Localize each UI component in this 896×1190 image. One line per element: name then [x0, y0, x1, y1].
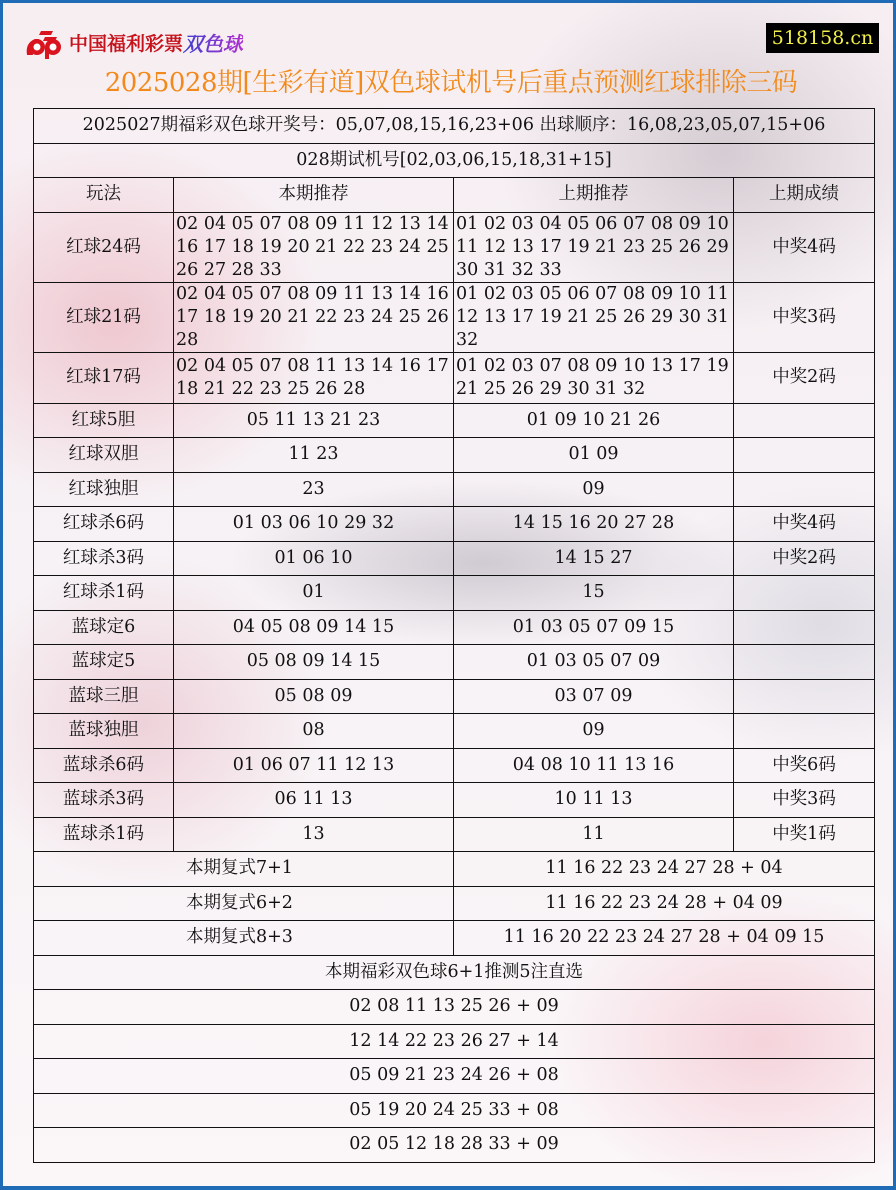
- row-label: 蓝球定6: [34, 610, 174, 645]
- current-numbers: 05 08 09 14 15: [174, 645, 454, 680]
- row-label: 红球21码: [34, 282, 174, 352]
- header-previous: 上期推荐: [454, 178, 734, 213]
- previous-result: [734, 438, 875, 473]
- previous-result: [734, 645, 875, 680]
- current-numbers: 04 05 08 09 14 15: [174, 610, 454, 645]
- current-numbers: 02 04 05 07 08 09 11 12 13 14 16 17 18 19 20 21 22 23 24 25 26 27 28 33: [174, 212, 454, 282]
- previous-numbers: 01 03 05 07 09 15: [454, 610, 734, 645]
- row-label: 蓝球独胆: [34, 714, 174, 749]
- direct-pick: 02 08 11 13 25 26 + 09: [34, 990, 875, 1025]
- welfare-lottery-logo: [21, 25, 243, 59]
- direct-pick-row: [34, 990, 875, 1025]
- table-row: [34, 507, 875, 542]
- previous-result: 中奖2码: [734, 541, 875, 576]
- current-numbers: 13: [174, 817, 454, 852]
- previous-result: 中奖6码: [734, 748, 875, 783]
- previous-numbers: 01 03 05 07 09: [454, 645, 734, 680]
- current-numbers: 05 11 13 21 23: [174, 403, 454, 438]
- compound-numbers: 11 16 22 23 24 28 + 04 09: [454, 886, 875, 921]
- cwl-logo-icon: [21, 25, 65, 59]
- previous-result: [734, 610, 875, 645]
- table-row: [34, 282, 875, 352]
- previous-result: 中奖2码: [734, 352, 875, 403]
- compound-label: [34, 852, 454, 887]
- row-label: 红球17码: [34, 352, 174, 403]
- previous-result: 中奖3码: [734, 783, 875, 818]
- previous-result: 中奖4码: [734, 507, 875, 542]
- previous-result: 中奖1码: [734, 817, 875, 852]
- table-row: [34, 610, 875, 645]
- current-numbers: 06 11 13: [174, 783, 454, 818]
- logo-text: 中国福利彩票: [69, 32, 184, 55]
- compound-label-text: 本期复式6+2: [186, 892, 293, 913]
- previous-result: [734, 576, 875, 611]
- previous-numbers: 01 02 03 04 05 06 07 08 09 10 11 12 13 17 19 21 23 25 26 29 30 31 32 33: [454, 212, 734, 282]
- row-label: 红球杀3码: [34, 541, 174, 576]
- table-row: [34, 212, 875, 282]
- table-row: [34, 714, 875, 749]
- previous-numbers: 11: [454, 817, 734, 852]
- row-label: 红球杀1码: [34, 576, 174, 611]
- compound-numbers: 11 16 22 23 24 27 28 + 04: [454, 852, 875, 887]
- row-label: 蓝球杀6码: [34, 748, 174, 783]
- previous-numbers: 01 02 03 07 08 09 10 13 17 19 21 25 26 29 30 31 32: [454, 352, 734, 403]
- direct-pick-row: [34, 1093, 875, 1128]
- previous-numbers: 10 11 13: [454, 783, 734, 818]
- direct-pick-row: [34, 1024, 875, 1059]
- direct-pick: 05 09 21 23 24 26 + 08: [34, 1059, 875, 1094]
- current-numbers: 01: [174, 576, 454, 611]
- header-current: 本期推荐: [174, 178, 454, 213]
- current-numbers: 05 08 09: [174, 679, 454, 714]
- table-row: [34, 403, 875, 438]
- row-label: 红球24码: [34, 212, 174, 282]
- previous-numbers: 04 08 10 11 13 16: [454, 748, 734, 783]
- current-numbers: 08: [174, 714, 454, 749]
- previous-numbers: 01 02 03 05 06 07 08 09 10 11 12 13 17 19 21 25 26 29 30 31 32: [454, 282, 734, 352]
- current-numbers: 01 06 07 11 12 13: [174, 748, 454, 783]
- compound-row: [34, 886, 875, 921]
- previous-numbers: 15: [454, 576, 734, 611]
- previous-numbers: 01 09 10 21 26: [454, 403, 734, 438]
- current-numbers: 01 03 06 10 29 32: [174, 507, 454, 542]
- compound-label: [34, 921, 454, 956]
- previous-result: [734, 714, 875, 749]
- compound-label-text: 本期复式7+1: [186, 858, 293, 879]
- previous-result: [734, 679, 875, 714]
- table-row: [34, 748, 875, 783]
- direct-pick: 12 14 22 23 26 27 + 14: [34, 1024, 875, 1059]
- direct-pick-row: [34, 1059, 875, 1094]
- previous-numbers: 14 15 27: [454, 541, 734, 576]
- table-row: [34, 645, 875, 680]
- compound-numbers: 11 16 20 22 23 24 27 28 + 04 09 15: [454, 921, 875, 956]
- prediction-table: [33, 108, 875, 1163]
- row-label: 红球5胆: [34, 403, 174, 438]
- row-label: 蓝球杀3码: [34, 783, 174, 818]
- header-method: 玩法: [34, 178, 174, 213]
- direct-pick: 05 19 20 24 25 33 + 08: [34, 1093, 875, 1128]
- table-row: [34, 352, 875, 403]
- current-numbers: 01 06 10: [174, 541, 454, 576]
- previous-numbers: 09: [454, 714, 734, 749]
- previous-result: 中奖4码: [734, 212, 875, 282]
- last-draw-row: [34, 109, 875, 144]
- table-row: [34, 679, 875, 714]
- compound-row: [34, 852, 875, 887]
- row-label: 蓝球三胆: [34, 679, 174, 714]
- current-numbers: 11 23: [174, 438, 454, 473]
- previous-numbers: 14 15 16 20 27 28: [454, 507, 734, 542]
- current-numbers: 23: [174, 472, 454, 507]
- direct-pick-row: [34, 1128, 875, 1163]
- previous-numbers: 03 07 09: [454, 679, 734, 714]
- site-badge[interactable]: 518158.cn: [766, 23, 879, 53]
- row-label: 红球杀6码: [34, 507, 174, 542]
- previous-result: [734, 472, 875, 507]
- table-row: [34, 541, 875, 576]
- trial-numbers-row: [34, 143, 875, 178]
- page-title: 2025028期[生彩有道]双色球试机号后重点预测红球排除三码: [104, 68, 798, 98]
- table-row: [34, 438, 875, 473]
- previous-result: [734, 403, 875, 438]
- table-row: [34, 472, 875, 507]
- compound-label: [34, 886, 454, 921]
- current-numbers: 02 04 05 07 08 11 13 14 16 17 18 21 22 23 25 26 28: [174, 352, 454, 403]
- row-label: 蓝球杀1码: [34, 817, 174, 852]
- table-header-row: [34, 178, 875, 213]
- trial-numbers: 028期试机号[02,03,06,15,18,31+15]: [34, 143, 875, 178]
- row-label: 红球双胆: [34, 438, 174, 473]
- current-numbers: 02 04 05 07 08 09 11 13 14 16 17 18 19 20 21 22 23 24 25 26 28: [174, 282, 454, 352]
- direct-pick: 02 05 12 18 28 33 + 09: [34, 1128, 875, 1163]
- table-row: [34, 576, 875, 611]
- compound-label-text: 本期复式8+3: [186, 927, 293, 948]
- direct-title: 本期福彩双色球6+1推测5注直选: [34, 955, 875, 990]
- row-label: 红球独胆: [34, 472, 174, 507]
- header-result: 上期成绩: [734, 178, 875, 213]
- compound-row: [34, 921, 875, 956]
- table-row: [34, 817, 875, 852]
- table-row: [34, 783, 875, 818]
- logo-game-name: 双色球: [183, 28, 243, 57]
- previous-result: 中奖3码: [734, 282, 875, 352]
- last-draw-info: 2025027期福彩双色球开奖号：05,07,08,15,16,23+06 出球顺序：16,08,23,05,07,15+06: [34, 109, 875, 144]
- previous-numbers: 09: [454, 472, 734, 507]
- previous-numbers: 01 09: [454, 438, 734, 473]
- row-label: 蓝球定5: [34, 645, 174, 680]
- direct-title-row: [34, 955, 875, 990]
